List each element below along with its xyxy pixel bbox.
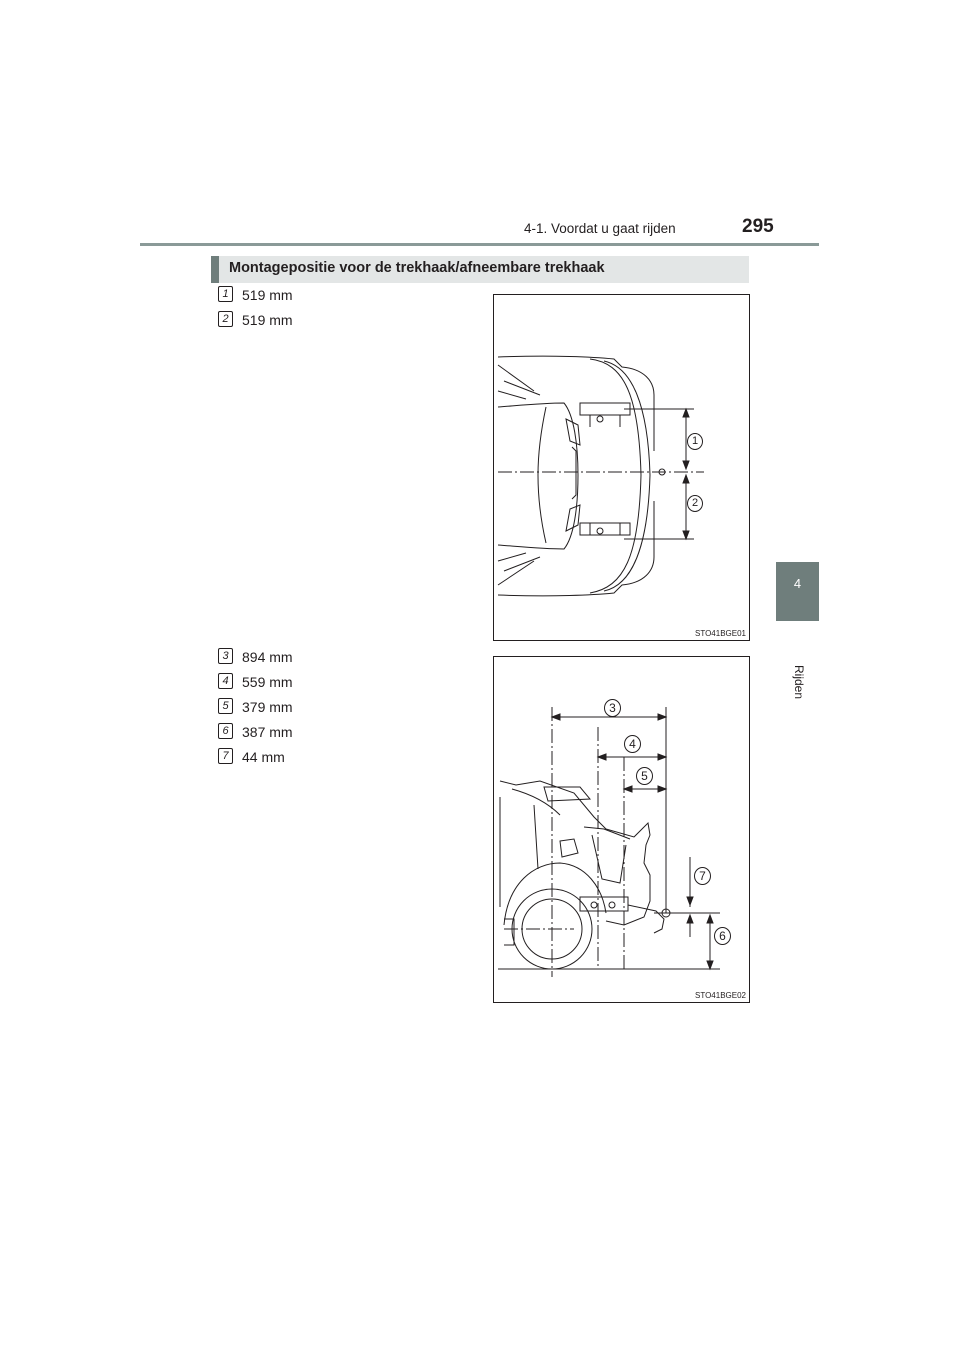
item-value: 519 mm — [242, 312, 293, 328]
callout-5: 5 — [636, 767, 653, 785]
side-view-drawing — [494, 657, 751, 1004]
figure-side-view — [493, 656, 750, 1003]
callout-4: 4 — [624, 735, 641, 753]
running-header-section: 4-1. Voordat u gaat rijden — [524, 221, 676, 236]
item-number-badge: 3 — [218, 648, 233, 664]
top-view-drawing — [494, 295, 751, 642]
item-value: 559 mm — [242, 674, 293, 690]
callout-7: 7 — [694, 867, 711, 885]
item-number-badge: 4 — [218, 673, 233, 689]
item-number-badge: 6 — [218, 723, 233, 739]
chapter-tab-label: Rijden — [792, 664, 806, 700]
header-divider — [140, 243, 819, 246]
chapter-tab — [776, 562, 819, 621]
chapter-tab-number: 4 — [793, 576, 802, 591]
item-value: 379 mm — [242, 699, 293, 715]
page-number: 295 — [742, 216, 774, 237]
item-value: 387 mm — [242, 724, 293, 740]
item-number-badge: 2 — [218, 311, 233, 327]
callout-2: 2 — [687, 495, 703, 512]
chapter-tab-label-wrap — [784, 652, 814, 712]
figure-code: STO41BGE01 — [695, 629, 746, 638]
callout-3: 3 — [604, 699, 621, 717]
figure-top-view — [493, 294, 750, 641]
item-number-badge: 7 — [218, 748, 233, 764]
item-value: 894 mm — [242, 649, 293, 665]
item-number-badge: 5 — [218, 698, 233, 714]
item-value: 44 mm — [242, 749, 285, 765]
figure-code: STO41BGE02 — [695, 991, 746, 1000]
callout-6: 6 — [714, 927, 731, 945]
section-heading-bar — [211, 256, 749, 283]
section-heading: Montagepositie voor de trekhaak/afneembare trekhaak — [229, 260, 605, 276]
item-value: 519 mm — [242, 287, 293, 303]
item-number-badge: 1 — [218, 286, 233, 302]
callout-1: 1 — [687, 433, 703, 450]
